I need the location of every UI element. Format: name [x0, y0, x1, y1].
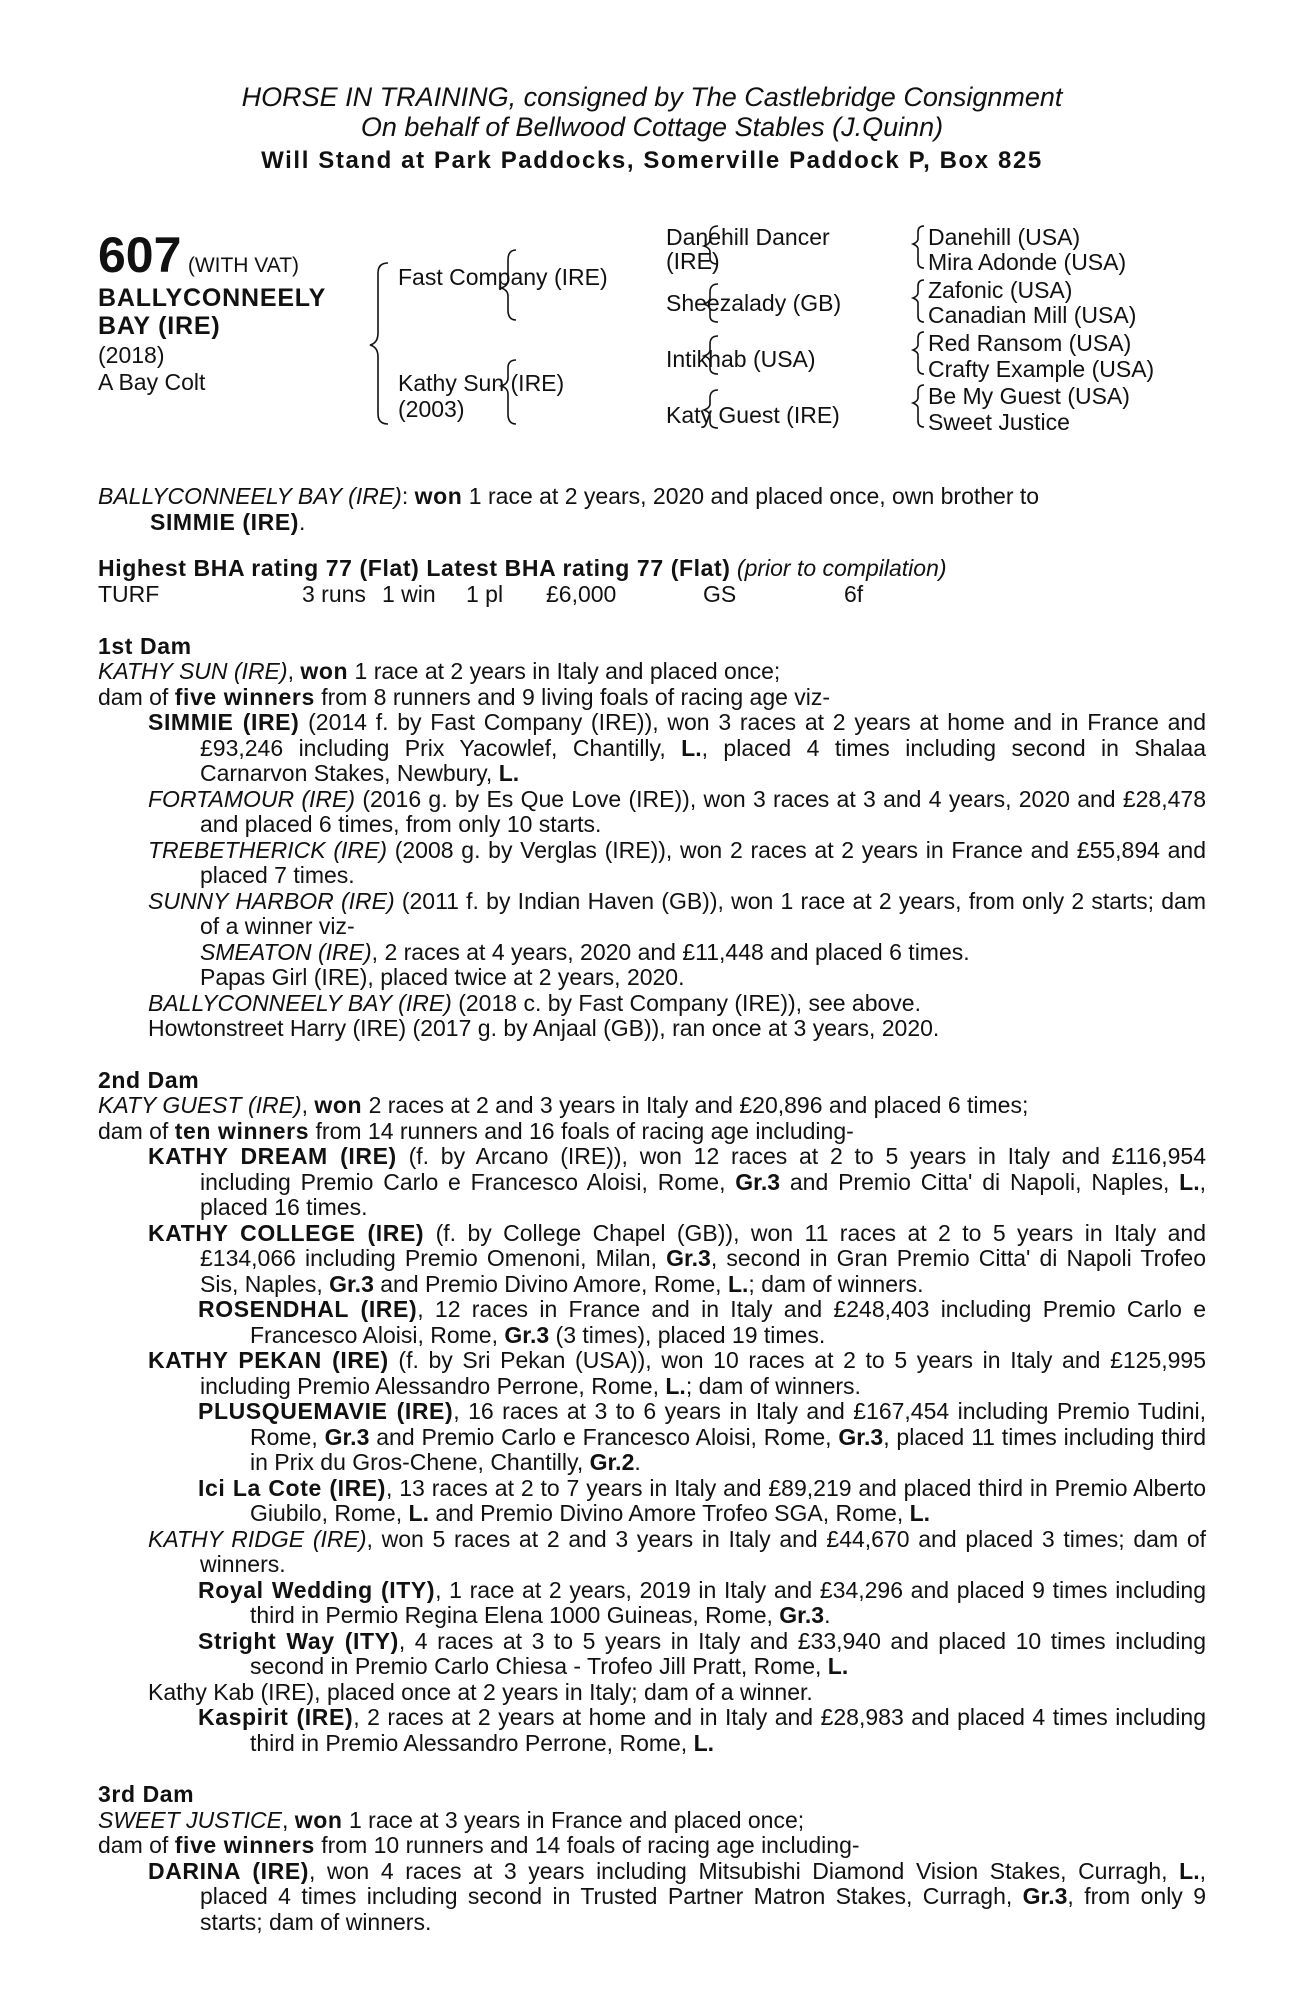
- kathy-dream-t3: , placed 16 times.: [200, 1168, 1206, 1220]
- kathy-college-t1: (f. by College Chapel (GB)), won 11 races at 2 to 5 years in Italy and £134,066 including Premio Omenoni, Milan,: [200, 1219, 1206, 1271]
- plusquemavie-t2: and Premio Carlo e Francesco Aloisi, Rome,: [369, 1423, 839, 1450]
- turf-wins: 1 win: [382, 580, 436, 607]
- kathy-college-t4: ; dam of winners.: [748, 1270, 924, 1297]
- turf-record: [98, 582, 1206, 608]
- royal-wedding-t1: , 1 race at 2 years, 2019 in Italy and £34,296 and placed 9 times including third in Permio Regina Elena 1000 Guineas, Rome,: [250, 1576, 1206, 1628]
- fortamour-name: FORTAMOUR (IRE): [148, 785, 356, 812]
- third-dam-text: 1 race at 3 years in France and placed once;: [342, 1806, 805, 1833]
- produce-kathy-ridge: [98, 1527, 1206, 1578]
- kathy-dream-listed: L.: [1179, 1168, 1200, 1195]
- first-dam-name: KATHY SUN (IRE): [98, 658, 288, 684]
- rosendhal-grade: Gr.3: [504, 1321, 550, 1348]
- horse-description: A Bay Colt: [98, 369, 206, 395]
- darina-t3: , from only 9 starts; dam of winners.: [200, 1883, 1206, 1935]
- turf-prize: £6,000: [546, 580, 617, 607]
- ped-dss: Red Ransom (USA): [928, 330, 1132, 356]
- summary-won: won: [414, 483, 463, 509]
- third-dam-name: SWEET JUSTICE: [98, 1806, 283, 1833]
- darina-listed: L.: [1179, 1857, 1200, 1884]
- stright-way-t1: , 4 races at 3 to 5 years in Italy and £33,940 and placed 10 times including second in Premio Carlo Chiesa - Trofeo Jill Pratt, Rome,: [250, 1627, 1206, 1679]
- produce-fortamour: [98, 787, 1206, 838]
- ici-la-cote-t1: , 13 races at 2 to 7 years in Italy and £89,219 and placed third in Premio Alberto Giubilo, Rome,: [250, 1474, 1206, 1526]
- plusquemavie-t3: , placed 11 times including third in Prix du Gros-Chene, Chantilly,: [250, 1423, 1206, 1475]
- kathy-pekan-name: KATHY PEKAN (IRE): [148, 1347, 389, 1373]
- first-dam-runners: from 8 runners and 9 living foals of racing age viz-: [314, 683, 831, 710]
- lot-vat: (WITH VAT): [187, 254, 300, 277]
- produce-plusquemavie: [98, 1399, 1206, 1476]
- rosendhal-t2: (3 times), placed 19 times.: [549, 1321, 826, 1348]
- dam-sire: Intikhab (USA): [666, 346, 816, 372]
- dam-name-line1: Kathy Sun (IRE): [398, 370, 565, 396]
- produce-papas-girl: Papas Girl (IRE), placed twice at 2 years, 2020.: [200, 964, 685, 990]
- second-dam-dam-of: dam of: [98, 1117, 175, 1144]
- kathy-college-t3: and Premio Divino Amore, Rome,: [373, 1270, 728, 1297]
- ped-ssd: Mira Adonde (USA): [928, 249, 1127, 275]
- pedigree-small-brackets: [98, 218, 1206, 468]
- summary-end: .: [299, 508, 306, 535]
- simmie-listed1: L.: [681, 734, 702, 761]
- plusquemavie-t1: , 16 races at 3 to 6 years in Italy and £167,454 including Premio Tudini, Rome,: [250, 1398, 1206, 1450]
- simmie-text2: , placed 4 times including second in Shalaa Carnarvon Stakes, Newbury,: [200, 734, 1206, 786]
- turf-runs: 3 runs: [302, 580, 366, 607]
- rating-note: (prior to compilation): [730, 555, 947, 581]
- ici-la-cote-t2: and Premio Divino Amore Trofeo SGA, Rome,: [428, 1500, 910, 1526]
- ici-la-cote-listed2: L.: [909, 1500, 931, 1526]
- kathy-dream-grade: Gr.3: [735, 1168, 781, 1195]
- rosendhal-name: ROSENDHAL (IRE): [198, 1296, 418, 1322]
- page-header: [98, 82, 1206, 178]
- kathy-dream-t2: and Premio Citta' di Napoli, Naples,: [780, 1168, 1180, 1195]
- sire-sire-line1: Danehill Dancer: [666, 224, 830, 250]
- sire-name: Fast Company (IRE): [398, 264, 608, 290]
- kathy-college-name: KATHY COLLEGE (IRE): [148, 1219, 425, 1246]
- produce-kathy-pekan: [98, 1348, 1206, 1399]
- second-dam-line2: [98, 1119, 1206, 1145]
- royal-wedding-grade: Gr.3: [779, 1602, 825, 1628]
- produce-kathy-kab: Kathy Kab (IRE), placed once at 2 years in Italy; dam of a winner.: [148, 1678, 813, 1705]
- catalogue-page: [98, 82, 1206, 1935]
- ped-dsd: Crafty Example (USA): [928, 356, 1155, 382]
- kaspirit-t1: , 2 races at 2 years at home and in Italy and £28,983 and placed 4 times including third in Premio Alessandro Perrone, Rome,: [250, 1704, 1206, 1756]
- bracket-g4-4: [913, 385, 924, 427]
- second-dam-text: 2 races at 2 and 3 years in Italy and £20,896 and placed 6 times;: [362, 1092, 1029, 1118]
- second-dam-winners: ten winners: [174, 1117, 310, 1144]
- kathy-ridge-name: KATHY RIDGE (IRE): [148, 1525, 367, 1552]
- second-dam-won: won: [314, 1092, 363, 1118]
- turf-placed: 1 pl: [466, 580, 504, 607]
- kathy-dream-name: KATHY DREAM (IRE): [148, 1143, 397, 1169]
- third-dam-won: won: [294, 1806, 343, 1833]
- third-dam-winners: five winners: [174, 1832, 315, 1858]
- ped-ddd: Sweet Justice: [928, 409, 1070, 435]
- race-summary: [98, 484, 1206, 535]
- horse-year: (2018): [98, 342, 165, 368]
- darina-name: DARINA (IRE): [148, 1857, 310, 1884]
- first-dam-text: 1 race at 2 years in Italy and placed once;: [348, 658, 781, 684]
- produce-kathy-dream: [98, 1144, 1206, 1221]
- turf-going: GS: [703, 580, 737, 607]
- kathy-pekan-t2: ; dam of winners.: [685, 1372, 861, 1399]
- smeaton-name: SMEATON (IRE): [200, 938, 372, 965]
- produce-sunny-harbor: [98, 889, 1206, 940]
- bracket-g4-2: [913, 280, 924, 322]
- simmie-name: SIMMIE (IRE): [148, 709, 300, 735]
- smeaton-text: , 2 races at 4 years, 2020 and £11,448 and placed 6 times.: [371, 938, 970, 965]
- produce-kathy-college: [98, 1221, 1206, 1298]
- produce-rosendhal: [98, 1297, 1206, 1348]
- second-dam-name: KATY GUEST (IRE): [98, 1092, 302, 1118]
- horse-name-line1: BALLYCONNEELY: [98, 284, 327, 312]
- kathy-college-t2: , second in Gran Premio Citta' di Napoli Trofeo Sis, Naples,: [200, 1245, 1207, 1297]
- kathy-pekan-listed: L.: [665, 1372, 686, 1399]
- ped-dds: Be My Guest (USA): [928, 383, 1130, 409]
- pedigree-block: [98, 218, 1206, 468]
- second-dam-title: 2nd Dam: [98, 1066, 200, 1093]
- plusquemavie-t4: .: [634, 1449, 641, 1475]
- produce-ballyconneely: [98, 991, 1206, 1017]
- trebetherick-text: (2008 g. by Verglas (IRE)), won 2 races at 2 years in France and £55,894 and placed 7 times.: [200, 836, 1207, 888]
- consignor-line: HORSE IN TRAINING, consigned by The Castlebridge Consignment: [241, 82, 1063, 112]
- horse-name-line2: BAY (IRE): [98, 312, 221, 340]
- produce-royal-wedding: [98, 1578, 1206, 1629]
- kathy-pekan-t1: (f. by Sri Pekan (USA)), won 10 races at 2 to 5 years in Italy and £125,995 including Premio Alessandro Perrone, Rome,: [200, 1347, 1206, 1399]
- royal-wedding-name: Royal Wedding (ITY): [198, 1576, 436, 1603]
- rating-line: [98, 556, 1206, 582]
- third-dam-title: 3rd Dam: [98, 1781, 195, 1807]
- kaspirit-listed: L.: [693, 1729, 715, 1756]
- produce-kaspirit: [98, 1705, 1206, 1756]
- first-dam-line2: [98, 685, 1206, 711]
- produce-stright-way: [98, 1629, 1206, 1680]
- first-dam-title: 1st Dam: [98, 632, 192, 659]
- ped-sds: Zafonic (USA): [928, 277, 1073, 303]
- ici-la-cote-name: Ici La Cote (IRE): [198, 1474, 386, 1501]
- third-dam-runners: from 10 runners and 14 foals of racing age including-: [314, 1832, 860, 1858]
- sunny-harbor-text: (2011 f. by Indian Haven (GB)), won 1 race at 2 years, from only 2 starts; dam of a winner viz-: [200, 887, 1206, 939]
- sire-dam: Sheezalady (GB): [666, 290, 842, 316]
- summary-brother: SIMMIE (IRE): [150, 508, 300, 535]
- stright-way-name: Stright Way (ITY): [198, 1627, 399, 1654]
- second-dam-runners: from 14 runners and 16 foals of racing age including-: [309, 1117, 854, 1144]
- ballyconneely-name: BALLYCONNEELY BAY (IRE): [148, 989, 452, 1016]
- ped-sdd: Canadian Mill (USA): [928, 302, 1137, 328]
- turf-surface: TURF: [98, 580, 160, 607]
- plusquemavie-grade3: Gr.2: [589, 1449, 635, 1475]
- produce-darina: [98, 1859, 1206, 1936]
- plusquemavie-grade1: Gr.3: [324, 1423, 370, 1450]
- turf-distance: 6f: [844, 580, 864, 607]
- behalf-line: On behalf of Bellwood Cottage Stables (J.Quinn): [360, 112, 944, 142]
- plusquemavie-name: PLUSQUEMAVIE (IRE): [198, 1398, 454, 1424]
- kathy-college-listed: L.: [727, 1270, 749, 1297]
- third-dam-dam-of: dam of: [98, 1832, 175, 1858]
- stright-way-listed: L.: [827, 1653, 849, 1679]
- second-dam-line1: KATY GUEST (IRE), won 2 races at 2 and 3 years in Italy and £20,896 and placed 6 times;: [98, 1092, 1029, 1118]
- produce-simmie: [98, 710, 1206, 787]
- bracket-g4-3: [913, 332, 924, 374]
- rating-label: Highest BHA rating 77 (Flat) Latest BHA rating 77 (Flat): [98, 555, 731, 581]
- produce-ici-la-cote: [98, 1476, 1206, 1527]
- third-dam-line2: [98, 1833, 1206, 1859]
- sunny-harbor-name: SUNNY HARBOR (IRE): [148, 887, 395, 914]
- rosendhal-t1: , 12 races in France and in Italy and £248,403 including Premio Carlo e Francesco Aloisi, Rome,: [250, 1296, 1206, 1348]
- kaspirit-name: Kaspirit (IRE): [198, 1704, 354, 1730]
- darina-t1: , won 4 races at 3 years including Mitsubishi Diamond Vision Stakes, Curragh,: [309, 1857, 1180, 1884]
- summary-colon: :: [401, 483, 409, 509]
- summary-horse-name: BALLYCONNEELY BAY (IRE): [98, 483, 402, 509]
- simmie-text1: (2014 f. by Fast Company (IRE)), won 3 races at 2 years at home and in France and £93,246 including Prix Yacowlef, Chantilly,: [200, 709, 1206, 761]
- kathy-college-grade1: Gr.3: [666, 1245, 711, 1271]
- plusquemavie-grade2: Gr.3: [838, 1423, 884, 1450]
- dam-dam: Katy Guest (IRE): [666, 402, 840, 428]
- kathy-ridge-text: , won 5 races at 2 and 3 years in Italy and £44,670 and placed 3 times; dam of winners.: [200, 1525, 1207, 1577]
- lot-number: 607: [98, 227, 182, 283]
- produce-howtonstreet: Howtonstreet Harry (IRE) (2017 g. by Anjaal (GB)), ran once at 3 years, 2020.: [148, 1015, 940, 1041]
- third-dam-line1: SWEET JUSTICE, won 1 race at 3 years in France and placed once;: [98, 1806, 805, 1833]
- first-dam-won: won: [300, 658, 349, 684]
- first-dam-dam-of: dam of: [98, 683, 175, 710]
- ballyconneely-text: (2018 c. by Fast Company (IRE)), see above.: [451, 989, 921, 1016]
- kathy-college-grade2: Gr.3: [329, 1270, 374, 1297]
- kathy-dream-t1: (f. by Arcano (IRE)), won 12 races at 2 to 5 years in Italy and £116,954 including Premio Carlo e Francesco Aloisi, Rome,: [200, 1143, 1206, 1195]
- bracket-g4-1: [913, 226, 924, 268]
- royal-wedding-t2: .: [824, 1602, 831, 1628]
- summary-text: 1 race at 2 years, 2020 and placed once, own brother to: [462, 483, 1040, 509]
- first-dam-line1: KATHY SUN (IRE), won 1 race at 2 years in Italy and placed once;: [98, 658, 781, 684]
- first-dam-winners: five winners: [174, 683, 315, 710]
- stand-line: Will Stand at Park Paddocks, Somerville Paddock P, Box 825: [261, 147, 1043, 174]
- simmie-listed2: L.: [498, 760, 520, 786]
- trebetherick-name: TREBETHERICK (IRE): [148, 836, 388, 863]
- ped-sss: Danehill (USA): [928, 224, 1081, 250]
- sire-sire-line2: (IRE): [666, 248, 720, 274]
- fortamour-text: (2016 g. by Es Que Love (IRE)), won 3 races at 3 and 4 years, 2020 and £28,478 and placed 6 times, from only 10 starts.: [200, 785, 1206, 837]
- darina-t2: , placed 4 times including second in Trusted Partner Matron Stakes, Curragh,: [200, 1857, 1206, 1909]
- dam-name-line2: (2003): [398, 396, 465, 422]
- produce-trebetherick: [98, 838, 1206, 889]
- produce-smeaton: [98, 940, 1206, 966]
- ici-la-cote-listed1: L.: [408, 1500, 429, 1526]
- darina-grade: Gr.3: [1022, 1883, 1068, 1909]
